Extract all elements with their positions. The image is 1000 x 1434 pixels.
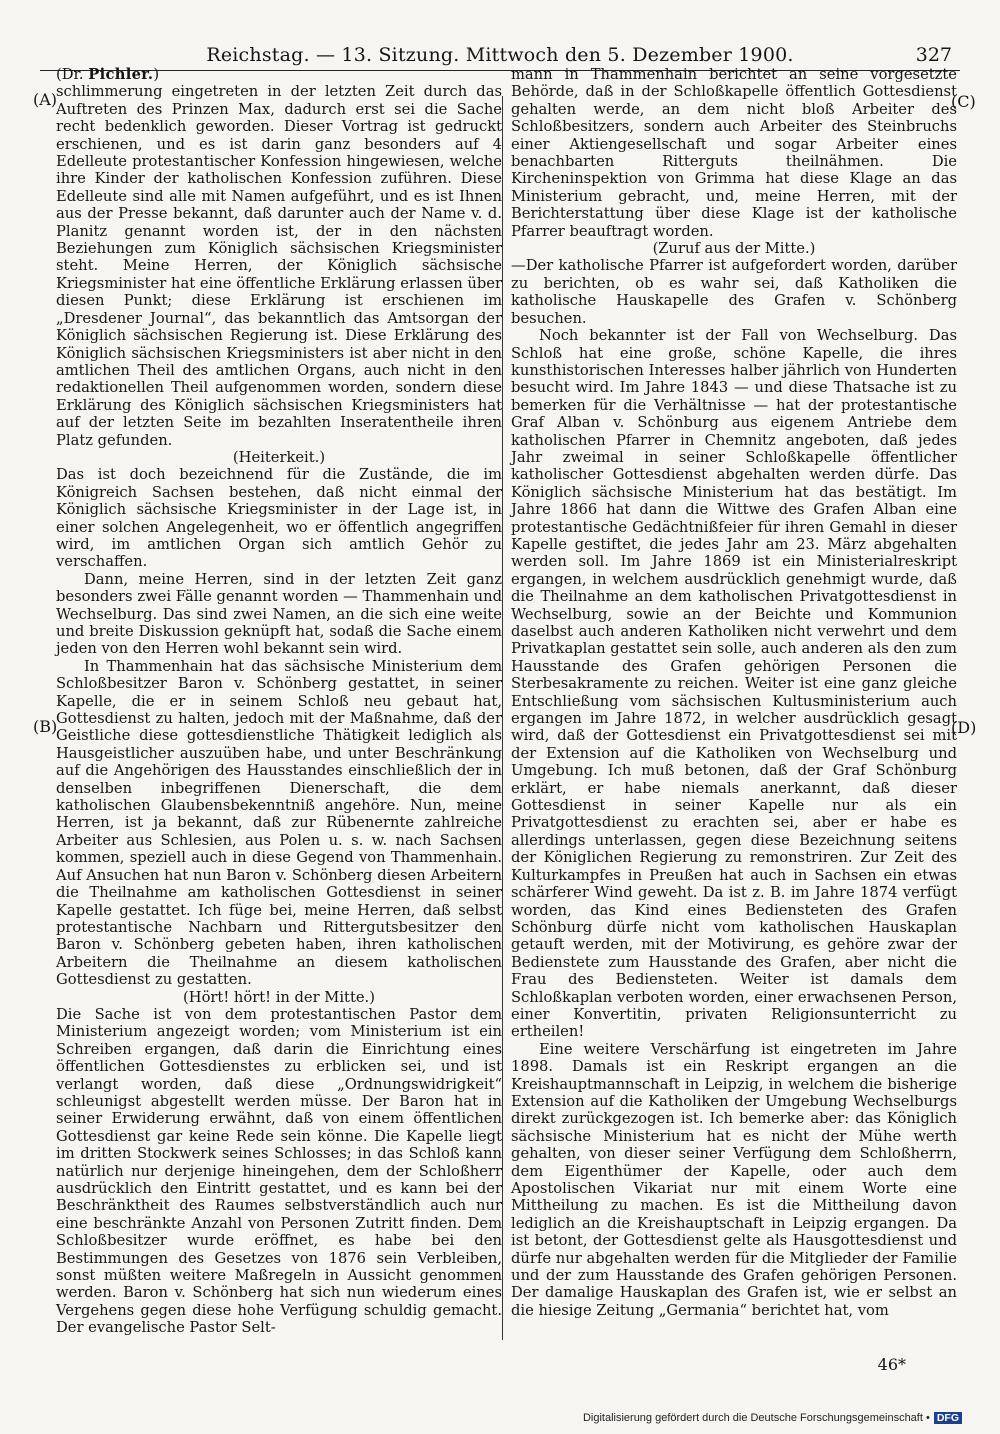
signature-mark: 46* xyxy=(877,1355,906,1374)
digitization-footer xyxy=(583,1412,962,1424)
margin-marker-d: (D) xyxy=(951,718,977,737)
speaker-prefix: (Dr. xyxy=(56,66,84,83)
paragraph: mann in Thammenhain berichtet an seine vorgesetzte Behörde, daß in der Schloßkapelle öffentlich Gottesdienst gehalten werde, an dem nicht bloß Arbeiter des Schloßbesitzers, sondern auch Arbeiter des Steinbruchs einer Aktiengesellschaft und sogar Arbeiter eines benachbarten Ritterguts theilnähmen. Die Kircheninspektion von Grimma hat diese Klage an das Ministerium gebracht, und, meine Herren, mit der Berichterstattung über diese Klage ist der katholische Pfarrer beauftragt worden. xyxy=(511,66,957,240)
dfg-logo: DFG xyxy=(934,1412,962,1424)
footer-text: Digitalisierung gefördert durch die Deutsche Forschungsgemeinschaft • xyxy=(582,1412,930,1424)
left-column xyxy=(56,66,502,1337)
paragraph: Die Sache ist von dem protestantischen Pastor dem Ministerium angezeigt worden; vom Ministerium ist ein Schreiben ergangen, daß darin die Einrichtung eines öffentlichen Gottesdienstes zu erblicken sei, und ist verlangt worden, daß diese „Ordnungswidrigkeit“ schleunigst abgestellt werden müsse. Der Baron hat in seiner Erwiderung erwähnt, daß von einem öffentlichen Gottesdienst gar keine Rede sein könne. Die Kapelle liegt im dritten Stockwerk seines Schlosses; in das Schloß kann natürlich nur derjenige hineingehen, dem der Schloßherr ausdrücklich den Eintritt gestattet, und es kann bei der Beschränktheit des Raumes selbstverständlich auch nur eine beschränkte Anzahl von Personen Zutritt finden. Dem Schloßbesitzer wurde eröffnet, es habe bei den Bestimmungen des Gesetzes von 1876 sein Verbleiben, sonst müßten weitere Maßregeln in Aussicht genommen werden. Baron v. Schönberg hat sich nun wiederum eines Vergehens gegen diese hohe Verfügung schuldig gemacht. Der evangelische Pastor Selt- xyxy=(56,1005,502,1337)
paragraph: schlimmerung eingetreten in der letzten Zeit durch das Auftreten des Prinzen Max, dadurch erst sei die Sache recht bedenklich geworden. Dieser Vortrag ist gedruckt erschienen, und es ist darin ganz besonders auf 4 Edelleute protestantischer Konfession hingewiesen, welche ihre Kinder der katholischen Konfession zuführen. Diese Edelleute sind alle mit Namen aufgeführt, und es ist Ihnen aus der Presse bekannt, daß darunter auch der Name v. d. Planitz genannt worden ist, der in den nächsten Beziehungen zum Königlich sächsischen Kriegsminister steht. Meine Herren, der Königlich sächsische Kriegsminister hat eine öffentliche Erklärung erlassen über diesen Punkt; diese Erklärung ist erschienen im „Dresdener Journal“, das bekanntlich das Amtsorgan der Königlich sächsischen Regierung ist. Diese Erklärung des Königlich sächsischen Kriegsministers ist aber nicht in den amtlichen Theil des amtlichen Organs, auch nicht in den redaktionellen Theil aufgenommen worden, sondern diese Erklärung des Königlich sächsischen Kriegsministers hat auf der letzten Seite im bezahlten Inseratentheile ihren Platz gefunden. xyxy=(56,83,502,449)
interjection: (Hört! hört! in der Mitte.) xyxy=(183,988,375,1006)
running-title: Reichstag. — 13. Sitzung. Mittwoch den 5. Dezember 1900. xyxy=(206,44,794,66)
interjection: (Zuruf aus der Mitte.) xyxy=(652,240,816,258)
speaker-line xyxy=(56,66,502,83)
margin-marker-c: (C) xyxy=(951,92,976,111)
margin-marker-a: (A) xyxy=(33,90,58,109)
paragraph: Eine weitere Verschärfung ist eingetreten im Jahre 1898. Damals ist ein Reskript ergangen an die Kreishauptmannschaft in Leipzig, in welchem die bisherige Extension auf die Katholiken der Umgebung Wechselburgs direkt zurückgezogen ist. Ich bemerke aber: das Königlich sächsische Ministerium hat es nicht der Mühe werth gehalten, von dieser seiner Verfügung dem Schloßherrn, dem Eigenthümer der Kapelle, oder auch dem Apostolischen Vikariat nur mit einem Worte eine Mittheilung zu machen. Es ist die Mittheilung davon lediglich an die Kreishauptschaft in Leipzig ergangen. Da ist betont, der Gottesdienst gelte als Hausgottesdienst und dürfe nur abgehalten werden für die Mitglieder der Familie und der zum Hausstande des Grafen gehörigen Personen. Der damalige Hauskaplan des Grafen ist, wie er selbst an die hiesige Zeitung „Germania“ berichtet hat, vom xyxy=(511,1040,957,1319)
paragraph: Noch bekannter ist der Fall von Wechselburg. Das Schloß hat eine große, schöne Kapelle, die ihres kunsthistorischen Interesses halber jährlich von Hunderten besucht wird. Im Jahre 1843 — und diese Thatsache ist zu bemerken für die Verhältnisse — hat der protestantische Graf Alban v. Schönburg aus eigenem Antriebe dem katholischen Pfarrer in Chemnitz angeboten, daß jedes Jahr zweimal in seiner Schloßkapelle öffentlicher katholischer Gottesdienst abgehalten werden dürfe. Das Königlich sächsische Ministerium hat das bestätigt. Im Jahre 1866 hat dann die Wittwe des Grafen Alban eine protestantische Gedächtnißfeier für ihren Gemahl in dieser Kapelle gestiftet, die jedes Jahr am 23. März abgehalten werden soll. Im Jahre 1869 ist ein Ministerialreskript ergangen, in welchem ausdrücklich genehmigt wurde, daß die Theilnahme an dem katholischen Privatgottesdienst in Wechselburg, sowie an der Beichte und Kommunion daselbst auch anderen Katholiken nicht verwehrt und dem Privatkaplan gestattet sein solle, auch anderen als den zum Hausstande des Grafen gehörigen Personen die Sterbesakramente zu reichen. Weiter ist eine ganz gleiche Entschließung vom sächsischen Kultusministerium auch ergangen im Jahre 1872, in welcher ausdrücklich gesagt wird, daß der Gottesdienst ein Privatgottesdienst sei mit der Extension auf die Katholiken von Wechselburg und Umgebung. Ich muß betonen, daß der Graf Schönburg erklärt, er habe niemals anerkannt, daß dieser Gottesdienst in seiner Kapelle nur als ein Privatgottesdienst zu erachten sei, aber er habe es allerdings unterlassen, gegen diese Bezeichnung seitens der Königlichen Regierung zu remonstriren. Zur Zeit des Kulturkampfes in Preußen hat auch in Sachsen ein etwas schärferer Wind geweht. Da ist z. B. im Jahre 1874 verfügt worden, das Kind eines Bediensteten des Grafen Schönburg dürfe nicht vom katholischen Hauskaplan getauft werden, mit der Motivirung, es gehöre zwar der Bedienstete zum Hausstande des Grafen, aber nicht die Frau des Bediensteten. Weiter ist damals dem Schloßkaplan verboten worden, einer erwachsenen Person, einer Konvertitin, privaten Religionsunterricht zu ertheilen! xyxy=(511,327,957,1041)
paragraph: Das ist doch bezeichnend für die Zustände, die im Königreich Sachsen bestehen, daß nicht einmal der Königlich sächsische Kriegsminister in der Lage ist, in einer solchen Angelegenheit, wo er öffentlich angegriffen wird, im amtlichen Organ sich amtlich Gehör zu verschaffen. xyxy=(56,466,502,571)
speaker-name: Pichler. xyxy=(88,66,154,83)
paragraph: —Der katholische Pfarrer ist aufgefordert worden, darüber zu berichten, ob es wahr sei, daß Katholiken die katholische Hauskapelle des Grafen v. Schönberg besuchen. xyxy=(511,257,957,327)
right-column xyxy=(511,66,957,1319)
margin-marker-b: (B) xyxy=(33,717,58,736)
paragraph: In Thammenhain hat das sächsische Ministerium dem Schloßbesitzer Baron v. Schönberg gestattet, in seiner Kapelle, die er in seinem Schloß neu gebaut hat, Gottesdienst zu halten, jedoch mit der Maßnahme, daß der Geistliche diese gottesdienstliche Thätigkeit lediglich als Hausgeistlicher auszuüben habe, und unter Beschränkung auf die Angehörigen des Hausstandes einschließlich der in denselben inbegriffenen Dienerschaft, die dem katholischen Glaubensbekenntniß angehöre. Nun, meine Herren, ist ja bekannt, daß zur Rübenernte zahlreiche Arbeiter aus Schlesien, aus Polen u. s. w. nach Sachsen kommen, speziell auch in diese Gegend von Thammenhain. Auf Ansuchen hat nun Baron v. Schönberg diesen Arbeitern die Theilnahme am katholischen Gottesdienst in seiner Kapelle gestattet. Ich füge bei, meine Herren, daß selbst protestantische Nachbarn und Rittergutsbesitzer den Baron v. Schönberg gebeten haben, ihren katholischen Arbeitern die Theilnahme an diesem katholischen Gottesdienst zu gestatten. xyxy=(56,657,502,989)
page-number: 327 xyxy=(915,44,952,66)
interjection: (Heiterkeit.) xyxy=(232,448,326,466)
paragraph: Dann, meine Herren, sind in der letzten Zeit ganz besonders zwei Fälle genannt worden — Thammenhain und Wechselburg. Das sind zwei Namen, an die sich eine weite und breite Diskussion geknüpft hat, sodaß die Sache einem jeden von den Herren wohl bekannt sein wird. xyxy=(56,570,502,658)
speaker-suffix: ) xyxy=(153,66,160,83)
column-divider xyxy=(502,96,503,1340)
